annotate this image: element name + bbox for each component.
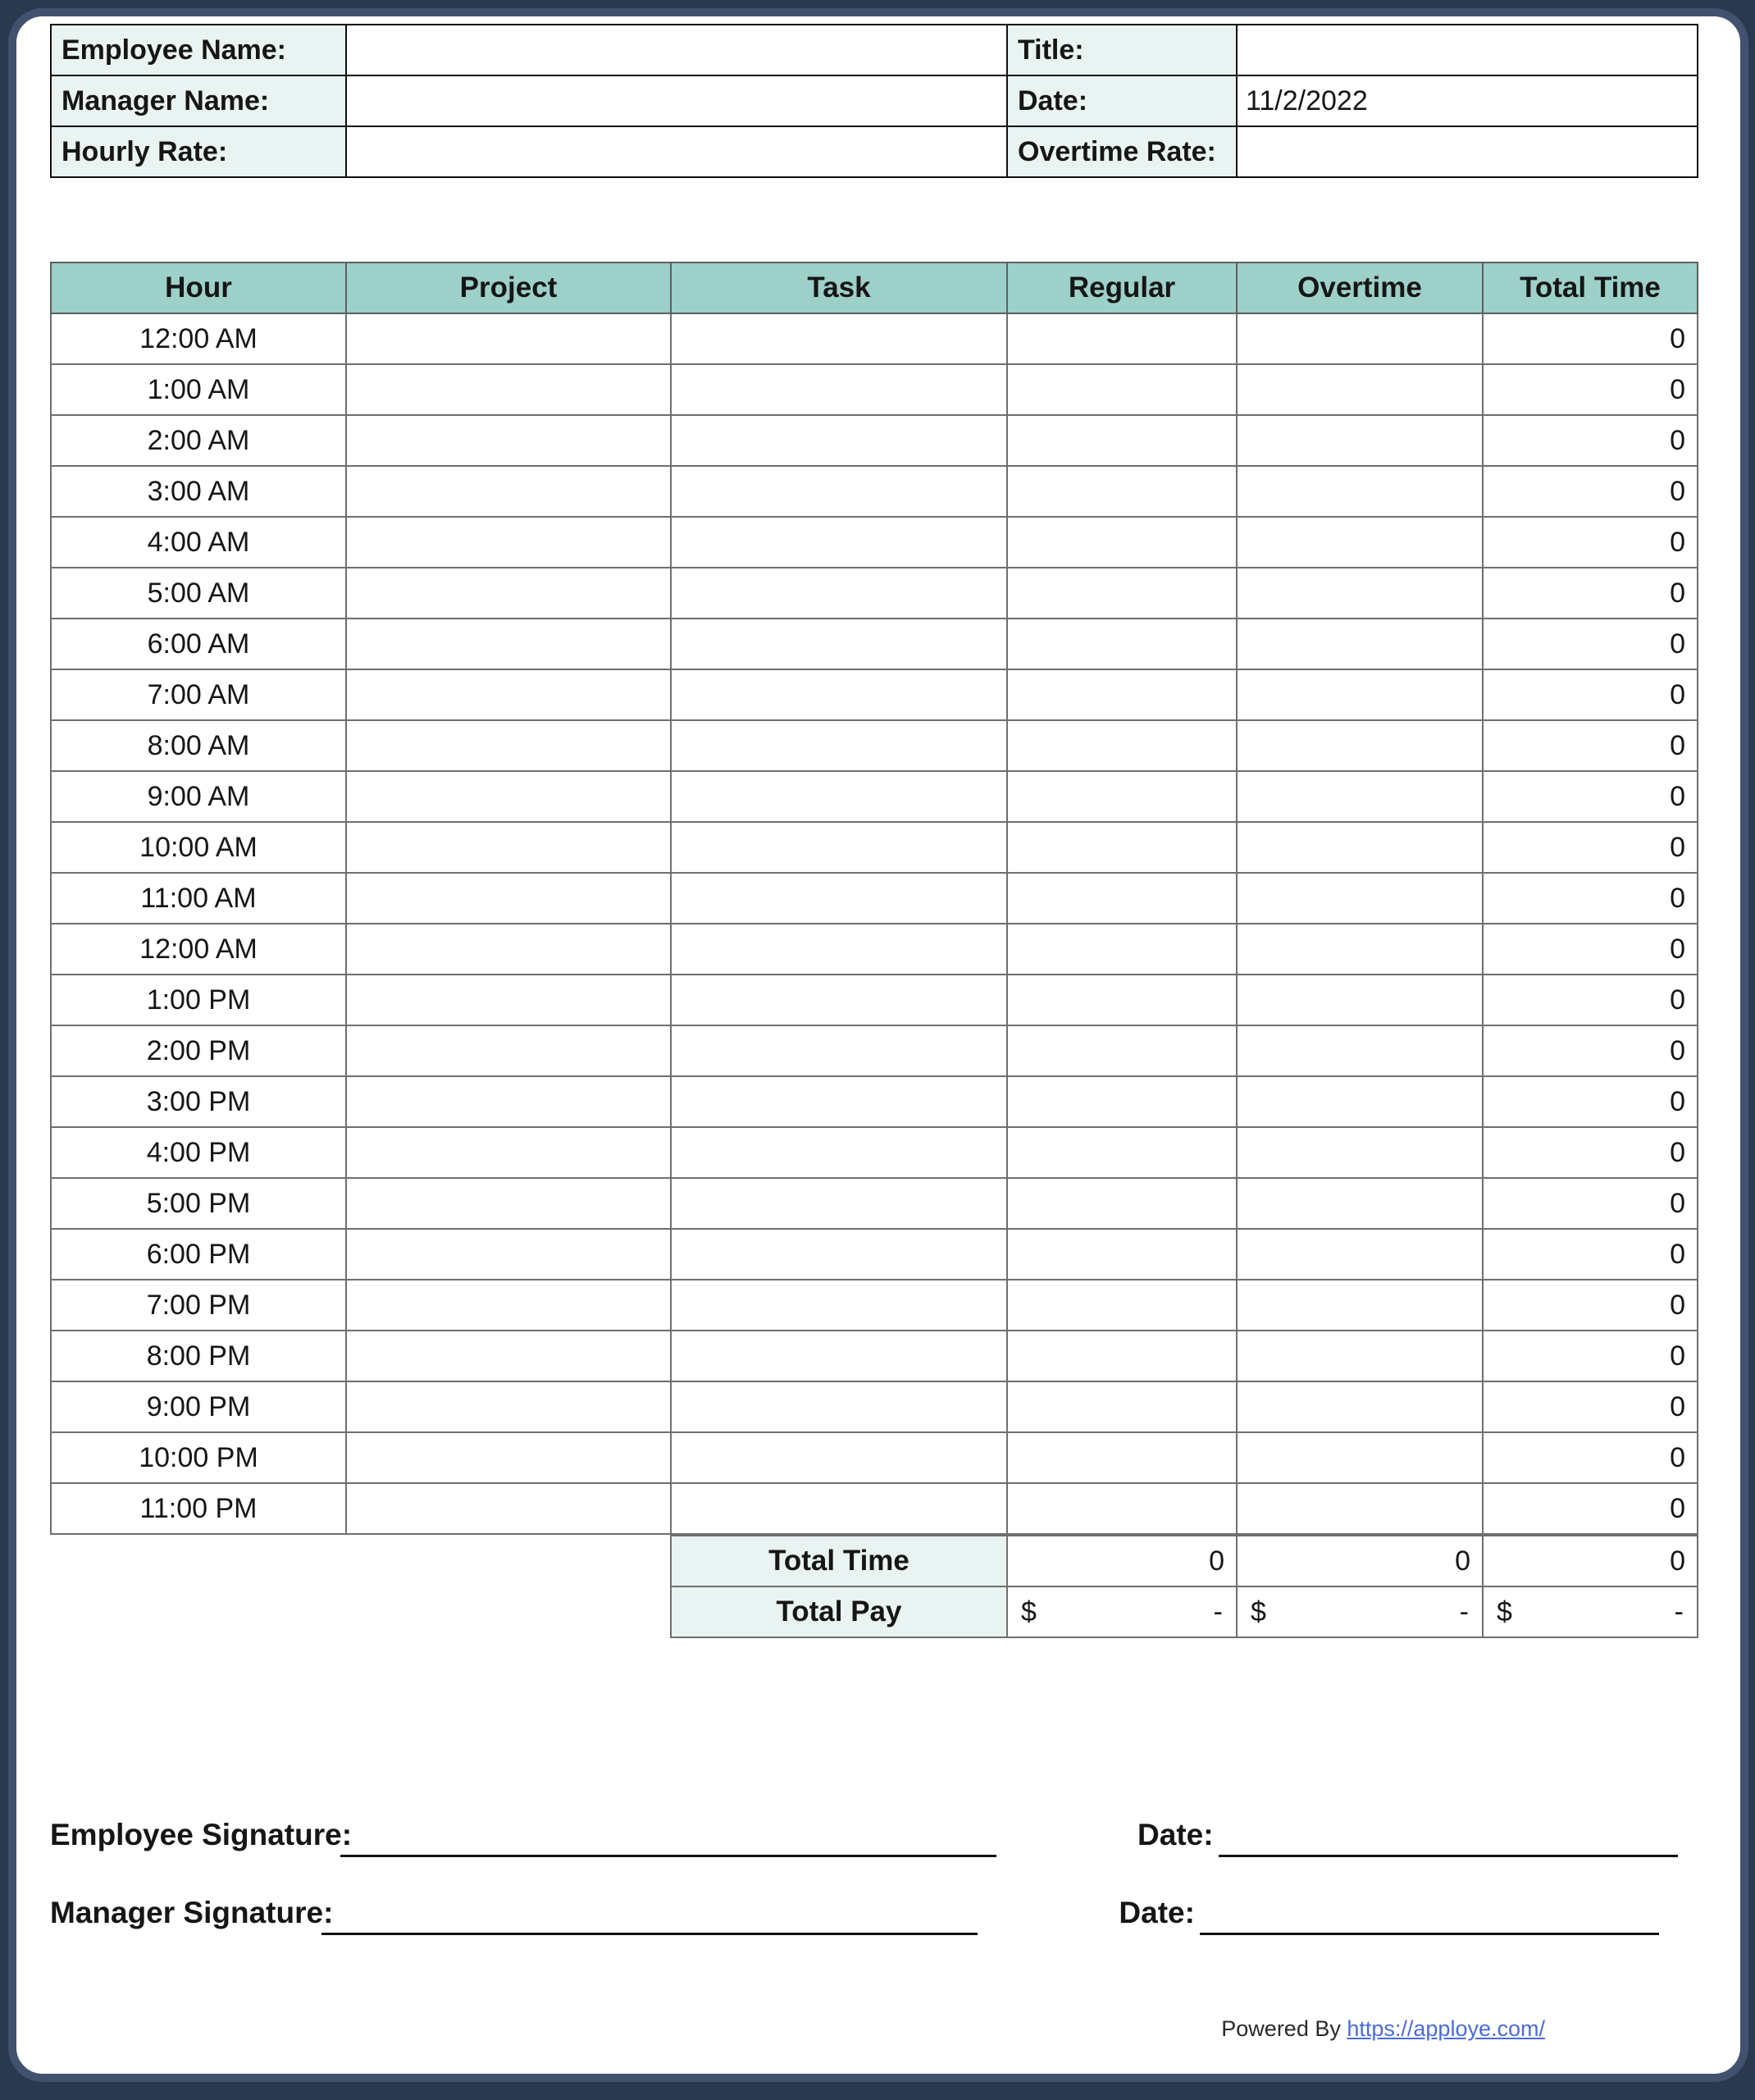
project-cell[interactable]	[346, 1280, 671, 1331]
project-column-header: Project	[346, 262, 671, 313]
hour-cell: 7:00 PM	[51, 1280, 346, 1331]
employee-date-line[interactable]	[1219, 1818, 1678, 1857]
total-time-cell: 0	[1483, 669, 1698, 720]
timesheet-row	[51, 517, 1698, 568]
total-pay-label: Total Pay	[671, 1586, 1007, 1637]
total-time-cell: 0	[1483, 1280, 1698, 1331]
regular-cell[interactable]	[1007, 669, 1237, 720]
total-pay-row	[671, 1586, 1698, 1637]
project-cell[interactable]	[346, 517, 671, 568]
hour-cell: 10:00 AM	[51, 822, 346, 873]
regular-cell[interactable]	[1007, 1280, 1237, 1331]
task-cell[interactable]	[671, 873, 1007, 924]
total-time-cell: 0	[1483, 1076, 1698, 1127]
hour-cell: 5:00 PM	[51, 1178, 346, 1229]
overtime-cell[interactable]	[1237, 822, 1483, 873]
regular-cell[interactable]	[1007, 1025, 1237, 1076]
project-cell[interactable]	[346, 771, 671, 822]
task-cell[interactable]	[671, 822, 1007, 873]
total-time-cell: 0	[1483, 1025, 1698, 1076]
timesheet-row	[51, 771, 1698, 822]
overtime-cell[interactable]	[1237, 1229, 1483, 1280]
hour-cell: 1:00 AM	[51, 364, 346, 415]
hour-cell: 2:00 PM	[51, 1025, 346, 1076]
project-cell[interactable]	[346, 1178, 671, 1229]
hour-cell: 6:00 PM	[51, 1229, 346, 1280]
timesheet-page	[8, 8, 1748, 2082]
regular-cell[interactable]	[1007, 568, 1237, 619]
employee-info-table	[50, 24, 1698, 178]
project-cell[interactable]	[346, 1076, 671, 1127]
project-cell[interactable]	[346, 822, 671, 873]
timesheet-row	[51, 1483, 1698, 1534]
regular-cell[interactable]	[1007, 822, 1237, 873]
date-value[interactable]: 11/2/2022	[1237, 75, 1698, 126]
employee-date-label: Date:	[1137, 1818, 1214, 1851]
manager-signature-row	[50, 1896, 1739, 1935]
total-time-cell: 0	[1483, 517, 1698, 568]
total-time-cell: 0	[1483, 1331, 1698, 1381]
total-pay-regular-value: -	[1213, 1596, 1223, 1628]
task-cell[interactable]	[671, 466, 1007, 517]
hour-cell: 5:00 AM	[51, 568, 346, 619]
timesheet-row	[51, 1076, 1698, 1127]
regular-cell[interactable]	[1007, 873, 1237, 924]
project-cell[interactable]	[346, 619, 671, 669]
total-time-cell: 0	[1483, 415, 1698, 466]
currency-symbol: $	[1251, 1596, 1266, 1628]
hourly-rate-label: Hourly Rate:	[51, 126, 346, 177]
manager-date-label: Date:	[1119, 1896, 1195, 1929]
hour-cell: 12:00 AM	[51, 924, 346, 975]
total-time-cell: 0	[1483, 1432, 1698, 1483]
timesheet-row	[51, 1127, 1698, 1178]
hour-cell: 8:00 AM	[51, 720, 346, 771]
hour-cell: 6:00 AM	[51, 619, 346, 669]
task-cell[interactable]	[671, 1178, 1007, 1229]
total-time-cell: 0	[1483, 924, 1698, 975]
task-column-header: Task	[671, 262, 1007, 313]
project-cell[interactable]	[346, 873, 671, 924]
info-row	[51, 75, 1698, 126]
info-row	[51, 25, 1698, 75]
project-cell[interactable]	[346, 1025, 671, 1076]
task-cell[interactable]	[671, 924, 1007, 975]
project-cell[interactable]	[346, 568, 671, 619]
timesheet-tables	[50, 262, 1697, 1638]
hour-cell: 4:00 PM	[51, 1127, 346, 1178]
timesheet-row	[51, 1331, 1698, 1381]
timesheet-row	[51, 1229, 1698, 1280]
total-time-cell: 0	[1483, 1178, 1698, 1229]
total-time-overtime-value: 0	[1237, 1536, 1483, 1586]
timesheet-row	[51, 364, 1698, 415]
total-time-cell: 0	[1483, 619, 1698, 669]
overtime-cell[interactable]	[1237, 720, 1483, 771]
regular-cell[interactable]	[1007, 1229, 1237, 1280]
task-cell[interactable]	[671, 364, 1007, 415]
total-time-cell: 0	[1483, 1127, 1698, 1178]
overtime-cell[interactable]	[1237, 771, 1483, 822]
total-time-regular-value: 0	[1007, 1536, 1237, 1586]
hour-column-header: Hour	[51, 262, 346, 313]
project-cell[interactable]	[346, 975, 671, 1025]
total-time-cell: 0	[1483, 975, 1698, 1025]
currency-symbol: $	[1497, 1596, 1512, 1628]
overtime-cell[interactable]	[1237, 619, 1483, 669]
timesheet-row	[51, 568, 1698, 619]
task-cell[interactable]	[671, 1483, 1007, 1534]
total-pay-overtime-cell	[1237, 1586, 1483, 1637]
project-cell[interactable]	[346, 364, 671, 415]
total-pay-overtime-value: -	[1459, 1596, 1469, 1628]
hour-cell: 10:00 PM	[51, 1432, 346, 1483]
overtime-cell[interactable]	[1237, 924, 1483, 975]
total-pay-total-cell	[1483, 1586, 1698, 1637]
project-cell[interactable]	[346, 1331, 671, 1381]
regular-cell[interactable]	[1007, 975, 1237, 1025]
total-time-cell: 0	[1483, 364, 1698, 415]
task-cell[interactable]	[671, 415, 1007, 466]
apploye-link[interactable]: https://apploye.com/	[1347, 2016, 1545, 2041]
hourly-rate-value[interactable]	[346, 126, 1007, 177]
total-time-cell: 0	[1483, 1381, 1698, 1432]
regular-column-header: Regular	[1007, 262, 1237, 313]
overtime-cell[interactable]	[1237, 1432, 1483, 1483]
project-cell[interactable]	[346, 466, 671, 517]
total-time-cell: 0	[1483, 568, 1698, 619]
regular-cell[interactable]	[1007, 466, 1237, 517]
task-cell[interactable]	[671, 1127, 1007, 1178]
project-cell[interactable]	[346, 313, 671, 364]
totals-table	[670, 1535, 1698, 1638]
timesheet-row	[51, 1178, 1698, 1229]
timesheet-row	[51, 669, 1698, 720]
total-pay-regular-cell	[1007, 1586, 1237, 1637]
task-cell[interactable]	[671, 771, 1007, 822]
timesheet-row	[51, 1025, 1698, 1076]
overtime-cell[interactable]	[1237, 669, 1483, 720]
project-cell[interactable]	[346, 1127, 671, 1178]
overtime-cell[interactable]	[1237, 1127, 1483, 1178]
overtime-cell[interactable]	[1237, 1280, 1483, 1331]
total-time-row	[671, 1536, 1698, 1586]
total-time-cell: 0	[1483, 771, 1698, 822]
manager-name-value[interactable]	[346, 75, 1007, 126]
timesheet-table	[50, 262, 1698, 1535]
task-cell[interactable]	[671, 1381, 1007, 1432]
project-cell[interactable]	[346, 1229, 671, 1280]
regular-cell[interactable]	[1007, 1076, 1237, 1127]
task-cell[interactable]	[671, 1280, 1007, 1331]
regular-cell[interactable]	[1007, 517, 1237, 568]
hour-cell: 4:00 AM	[51, 517, 346, 568]
footer	[1221, 2016, 1545, 2042]
task-cell[interactable]	[671, 669, 1007, 720]
timesheet-row	[51, 1381, 1698, 1432]
overtime-cell[interactable]	[1237, 1331, 1483, 1381]
regular-cell[interactable]	[1007, 720, 1237, 771]
timesheet-row	[51, 466, 1698, 517]
regular-cell[interactable]	[1007, 1127, 1237, 1178]
hour-cell: 2:00 AM	[51, 415, 346, 466]
manager-signature-line[interactable]	[321, 1896, 978, 1935]
project-cell[interactable]	[346, 669, 671, 720]
hour-cell: 8:00 PM	[51, 1331, 346, 1381]
overtime-cell[interactable]	[1237, 466, 1483, 517]
info-row	[51, 126, 1698, 177]
total-time-cell: 0	[1483, 720, 1698, 771]
project-cell[interactable]	[346, 1432, 671, 1483]
total-time-label: Total Time	[671, 1536, 1007, 1586]
timesheet-row	[51, 415, 1698, 466]
employee-signature-line[interactable]	[340, 1818, 996, 1857]
regular-cell[interactable]	[1007, 1381, 1237, 1432]
regular-cell[interactable]	[1007, 1483, 1237, 1534]
employee-signature-row	[50, 1818, 1739, 1857]
total-time-cell: 0	[1483, 822, 1698, 873]
regular-cell[interactable]	[1007, 313, 1237, 364]
hour-cell: 11:00 PM	[51, 1483, 346, 1534]
timesheet-header-row	[51, 262, 1698, 313]
timesheet-row	[51, 822, 1698, 873]
title-value[interactable]	[1237, 25, 1698, 75]
task-cell[interactable]	[671, 568, 1007, 619]
total-time-total-value: 0	[1483, 1536, 1698, 1586]
hour-cell: 12:00 AM	[51, 313, 346, 364]
total-time-cell: 0	[1483, 466, 1698, 517]
timesheet-row	[51, 873, 1698, 924]
total-time-column-header: Total Time	[1483, 262, 1698, 313]
overtime-cell[interactable]	[1237, 1076, 1483, 1127]
overtime-cell[interactable]	[1237, 364, 1483, 415]
overtime-cell[interactable]	[1237, 1178, 1483, 1229]
currency-symbol: $	[1021, 1596, 1037, 1628]
total-time-cell: 0	[1483, 873, 1698, 924]
overtime-cell[interactable]	[1237, 415, 1483, 466]
total-time-cell: 0	[1483, 1229, 1698, 1280]
overtime-cell[interactable]	[1237, 1483, 1483, 1534]
project-cell[interactable]	[346, 415, 671, 466]
task-cell[interactable]	[671, 313, 1007, 364]
timesheet-row	[51, 924, 1698, 975]
employee-name-label: Employee Name:	[51, 25, 346, 75]
regular-cell[interactable]	[1007, 1331, 1237, 1381]
project-cell[interactable]	[346, 720, 671, 771]
employee-signature-label: Employee Signature:	[50, 1818, 353, 1851]
project-cell[interactable]	[346, 1381, 671, 1432]
total-time-cell: 0	[1483, 313, 1698, 364]
hour-cell: 1:00 PM	[51, 975, 346, 1025]
overtime-cell[interactable]	[1237, 517, 1483, 568]
overtime-cell[interactable]	[1237, 873, 1483, 924]
overtime-cell[interactable]	[1237, 568, 1483, 619]
overtime-cell[interactable]	[1237, 1381, 1483, 1432]
regular-cell[interactable]	[1007, 364, 1237, 415]
project-cell[interactable]	[346, 1483, 671, 1534]
hour-cell: 7:00 AM	[51, 669, 346, 720]
task-cell[interactable]	[671, 1025, 1007, 1076]
task-cell[interactable]	[671, 1076, 1007, 1127]
task-cell[interactable]	[671, 1331, 1007, 1381]
timesheet-row	[51, 1280, 1698, 1331]
regular-cell[interactable]	[1007, 924, 1237, 975]
employee-name-value[interactable]	[346, 25, 1007, 75]
powered-by-text: Powered By	[1221, 2016, 1347, 2041]
timesheet-row	[51, 619, 1698, 669]
task-cell[interactable]	[671, 619, 1007, 669]
overtime-cell[interactable]	[1237, 313, 1483, 364]
task-cell[interactable]	[671, 517, 1007, 568]
timesheet-row	[51, 720, 1698, 771]
manager-date-line[interactable]	[1200, 1896, 1659, 1935]
total-time-cell: 0	[1483, 1483, 1698, 1534]
regular-cell[interactable]	[1007, 771, 1237, 822]
overtime-rate-value[interactable]	[1237, 126, 1698, 177]
title-label: Title:	[1007, 25, 1237, 75]
hour-cell: 9:00 PM	[51, 1381, 346, 1432]
hour-cell: 11:00 AM	[51, 873, 346, 924]
regular-cell[interactable]	[1007, 415, 1237, 466]
regular-cell[interactable]	[1007, 1178, 1237, 1229]
overtime-rate-label: Overtime Rate:	[1007, 126, 1237, 177]
regular-cell[interactable]	[1007, 619, 1237, 669]
overtime-cell[interactable]	[1237, 1025, 1483, 1076]
overtime-cell[interactable]	[1237, 975, 1483, 1025]
task-cell[interactable]	[671, 1432, 1007, 1483]
task-cell[interactable]	[671, 720, 1007, 771]
overtime-column-header: Overtime	[1237, 262, 1483, 313]
total-pay-total-value: -	[1674, 1596, 1684, 1628]
manager-name-label: Manager Name:	[51, 75, 346, 126]
hour-cell: 3:00 AM	[51, 466, 346, 517]
task-cell[interactable]	[671, 1229, 1007, 1280]
timesheet-body	[51, 313, 1698, 1534]
project-cell[interactable]	[346, 924, 671, 975]
regular-cell[interactable]	[1007, 1432, 1237, 1483]
hour-cell: 9:00 AM	[51, 771, 346, 822]
timesheet-row	[51, 1432, 1698, 1483]
timesheet-row	[51, 313, 1698, 364]
date-label: Date:	[1007, 75, 1237, 126]
hour-cell: 3:00 PM	[51, 1076, 346, 1127]
timesheet-row	[51, 975, 1698, 1025]
task-cell[interactable]	[671, 975, 1007, 1025]
manager-signature-label: Manager Signature:	[50, 1896, 334, 1929]
